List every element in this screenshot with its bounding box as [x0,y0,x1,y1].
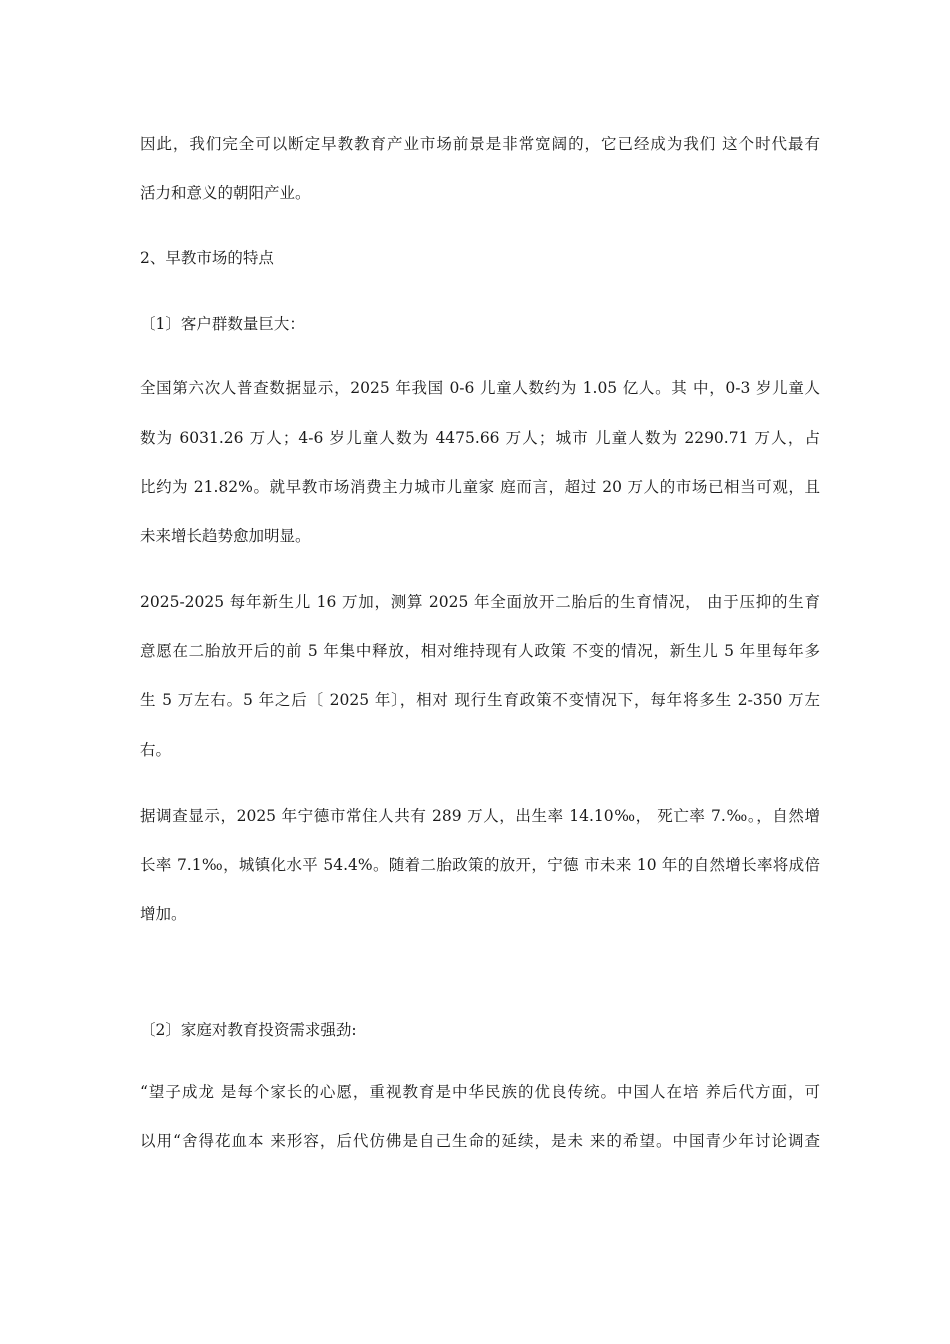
paragraph-census-line-4: 未来增长趋势愈加明显。 [140,527,311,545]
paragraph-births-line-2: 意愿在二胎放开后的前 5 年集中释放，相对维持现有人政策 不变的情况，新生儿 5 年里每年多 [140,642,820,660]
section-heading: 2、早教市场的特点 [140,249,274,267]
subsection-heading-2: 〔2〕家庭对教育投资需求强劲: [140,1021,357,1039]
paragraph-investment-line-1: “望子成龙 是每个家长的心愿，重视教育是中华民族的优良传统。中国人在培 养后代方面，可 [140,1083,820,1101]
paragraph-ningde-line-2: 长率 7.1‰，城镇化水平 54.4%。随着二胎政策的放开，宁德 市未来 10 年的自然增长率将成倍 [140,856,820,874]
paragraph-ningde-line-3: 增加。 [140,905,187,923]
paragraph-births-line-1: 2025-2025 每年新生儿 16 万加，测算 2025 年全面放开二胎后的生育情况， 由于压抑的生育 [140,593,820,611]
paragraph-census-line-1: 全国第六次人普查数据显示，2025 年我国 0-6 儿童人数约为 1.05 亿人。其 中，0-3 岁儿童人 [140,379,820,397]
paragraph-conclusion-line-2: 活力和意义的朝阳产业。 [140,184,311,202]
paragraph-investment-line-2: 以用“舍得花血本 来形容，后代仿佛是自己生命的延续，是未 来的希望。中国青少年讨论调查 [140,1132,820,1150]
paragraph-conclusion-line-1: 因此，我们完全可以断定早教教育产业市场前景是非常宽阔的，它已经成为我们 这个时代最有 [140,135,820,153]
paragraph-births-line-3: 生 5 万左右。5 年之后〔 2025 年〕，相对 现行生育政策不变情况下，每年将多生 2-350 万左 [140,691,820,709]
paragraph-births-line-4: 右。 [140,741,172,759]
paragraph-ningde-line-1: 据调查显示，2025 年宁德市常住人共有 289 万人，出生率 14.10‰， 死亡率 7.‰。，自然增 [140,807,820,825]
subsection-heading-1: 〔1〕客户群数量巨大： [140,315,305,333]
paragraph-census-line-3: 比约为 21.82%。就早教市场消费主力城市儿童家 庭而言，超过 20 万人的市场已相当可观，且 [140,478,820,496]
paragraph-census-line-2: 数为 6031.26 万人；4-6 岁儿童人数为 4475.66 万人；城市 儿童人数为 2290.71 万人，占 [140,429,820,447]
